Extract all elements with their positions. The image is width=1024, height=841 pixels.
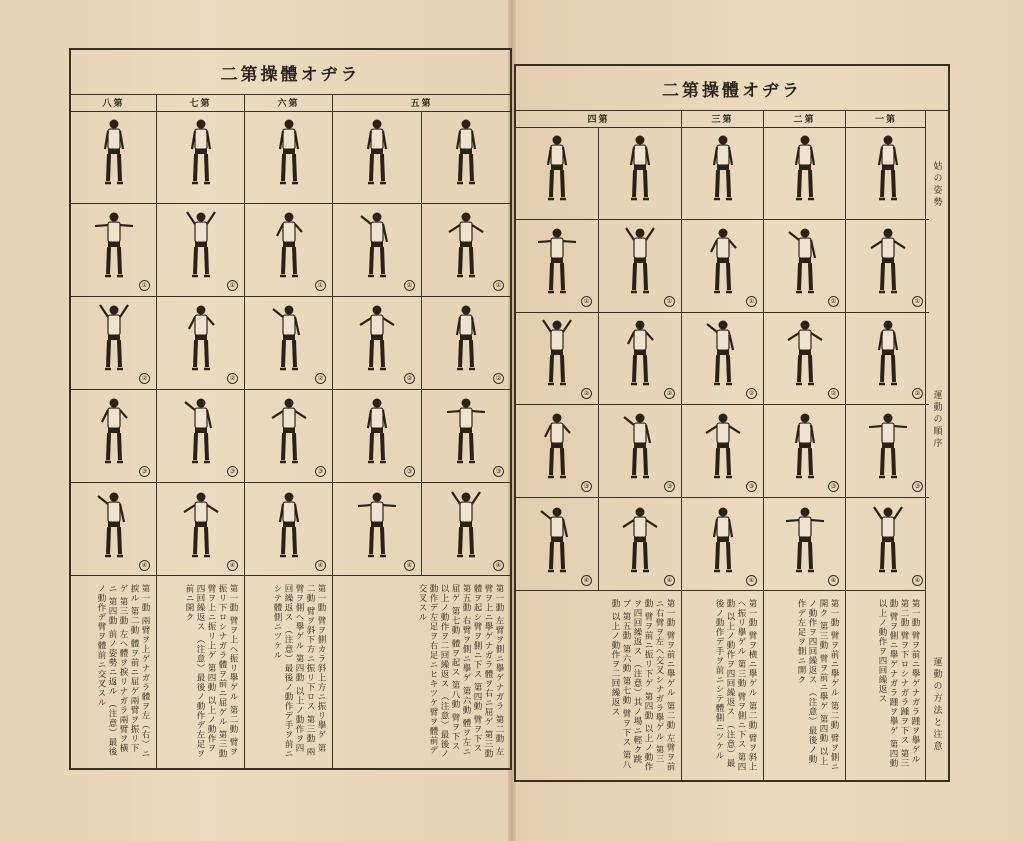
- step-number-mark: ②: [746, 388, 757, 399]
- left-figure-cell: [157, 483, 245, 576]
- header-exercise-6: 六第: [245, 94, 333, 111]
- description-exercise-1: 第一動 臂ヲ前ニ擧ゲナガラ踵ヲ擧ゲル 第二動 臂ヲ下ロシナガラ踵ヲ下ス 第三動 臂ヲ側ニ擧ゲナガラ踵ヲ擧ゲ 第四動 以上ノ動作ヲ四回繰返ス: [877, 599, 920, 768]
- step-number-mark: ④: [828, 575, 839, 586]
- exercise-figure-illustration: [269, 303, 309, 377]
- step-number-mark: ④: [493, 560, 504, 571]
- step-number-mark: ②: [315, 373, 326, 384]
- header-exercise-7: 七第: [157, 94, 245, 111]
- exercise-figure-illustration: [703, 505, 743, 579]
- left-figure-cell: [71, 390, 157, 483]
- right-figure-cell: [682, 313, 764, 406]
- exercise-figure-illustration: [620, 133, 660, 207]
- right-figure-cell: [846, 313, 929, 406]
- exercise-figure-illustration: [537, 505, 577, 579]
- step-number-mark: ②: [828, 388, 839, 399]
- exercise-figure-illustration: [357, 303, 397, 377]
- exercise-figure-illustration: [269, 117, 309, 191]
- description-exercise-4: 第一動 臂ヲ前ニ擧ゲル 第二動 左臂ヲ前ニ右臂ヲ左ヘ交叉シナガラ擧ゲル 第三動 臂ヲ前ニ振リ下ゲ 第四動 以上ノ動作ヲ四回繰返ス （注意）其ノ場ニ輕ク跳ブ 第五動 第六動 第七動 臂ヲ下ス 第八動 以上ノ動作ヲ二回繰返ス: [610, 599, 675, 772]
- step-number-mark: ③: [227, 466, 238, 477]
- left-figure-cell: [422, 204, 510, 297]
- right-figure-cell: [846, 220, 929, 313]
- step-number-mark: ③: [828, 481, 839, 492]
- left-figure-cell: [71, 297, 157, 390]
- step-number-mark: ③: [493, 466, 504, 477]
- left-figure-cell: [422, 483, 510, 576]
- right-figure-cell: [516, 405, 599, 498]
- right-figure-cell: [846, 498, 929, 591]
- left-figure-cell: [245, 483, 333, 576]
- right-figure-cell: [516, 313, 599, 406]
- step-number-mark: ②: [139, 373, 150, 384]
- exercise-figure-illustration: [181, 303, 221, 377]
- step-number-mark: ③: [912, 481, 923, 492]
- right-header-row: [516, 110, 926, 128]
- exercise-figure-illustration: [537, 133, 577, 207]
- step-number-mark: ②: [404, 373, 415, 384]
- left-figure-grid: [71, 111, 510, 576]
- side-label-method: 運動の方法と注意: [931, 657, 942, 753]
- exercise-figure-illustration: [868, 411, 908, 485]
- description-exercise-8: 第一動 兩臂ヲ上ゲナガラ體ヲ左（右）ニ捩ル 第二動 體ヲ前ニ屈ゲ兩臂ヲ振リ下ゲ 第三動 左ヘ體ヲ捩リナガラ兩臂ヲ横ニ 第四動 前ノ姿勢ニ返ル （注意）最後ノ動作デ臂ヲ體前ニ交叉スル: [96, 584, 150, 759]
- right-figure-cell: [846, 405, 929, 498]
- step-number-mark: ①: [493, 280, 504, 291]
- left-page-title: 二第操體オヂラ: [71, 50, 510, 95]
- step-number-mark: ④: [746, 575, 757, 586]
- step-number-mark: ④: [581, 575, 592, 586]
- left-figure-cell: [245, 297, 333, 390]
- exercise-figure-illustration: [94, 396, 134, 470]
- right-figure-cell: [846, 127, 929, 220]
- right-figure-cell: [599, 127, 682, 220]
- exercise-figure-illustration: [357, 117, 397, 191]
- exercise-figure-illustration: [446, 210, 486, 284]
- header-exercise-3: 三第: [682, 110, 764, 127]
- left-figure-cell: [333, 483, 422, 576]
- exercise-figure-illustration: [181, 117, 221, 191]
- step-number-mark: ③: [315, 466, 326, 477]
- left-figure-cell: [71, 111, 157, 204]
- right-exercise-chart: [514, 64, 950, 782]
- step-number-mark: ④: [912, 575, 923, 586]
- exercise-figure-illustration: [357, 210, 397, 284]
- header-exercise-1: 一第: [874, 115, 897, 125]
- right-side-column: [925, 110, 948, 780]
- side-label-start-posture: 姑の姿勢: [931, 161, 942, 209]
- right-figure-cell: [599, 220, 682, 313]
- step-number-mark: ①: [912, 296, 923, 307]
- step-number-mark: ②: [227, 373, 238, 384]
- exercise-figure-illustration: [785, 133, 825, 207]
- exercise-figure-illustration: [703, 319, 743, 393]
- left-figure-cell: [333, 111, 422, 204]
- left-figure-cell: [71, 483, 157, 576]
- left-figure-cell: [157, 204, 245, 297]
- description-exercise-5: 第一動 左臂ヲ側ニ擧ゲナガラ 第二動 左臂ヲ上ニ擧ゲナガラ體ヲ右ニ屈ゲ 第三動 體ヲ起シ臂ヲ側ニ下ス 第四動 臂ヲ下ス 第五動 右臂ヲ側ニ擧ゲ 第六動 體ヲ左ニ屈ゲ 第七動 體ヲ起ス 第八動 臂ヲ下ス 以上ノ動作ヲ二回繰返ス （注意）最後ノ動作デ左足ヲ右足ニヒキツケ臂ヲ體前デ交叉スル: [417, 584, 504, 759]
- exercise-figure-illustration: [94, 490, 134, 564]
- step-number-mark: ①: [404, 280, 415, 291]
- exercise-figure-illustration: [868, 319, 908, 393]
- exercise-figure-illustration: [620, 319, 660, 393]
- description-exercise-3: 第一動 臂ヲ横ニ擧ゲル 第二動 臂ヲ斜上ヘ振リ擧ゲル 第三動 臂ヲ側ニ下ス 第四動 以上ノ動作ヲ四回繰返ス （注意）最後ノ動作デ手ヲ前ニシテ體側ニツケル: [714, 599, 757, 772]
- exercise-figure-illustration: [94, 303, 134, 377]
- exercise-figure-illustration: [703, 226, 743, 300]
- exercise-figure-illustration: [868, 133, 908, 207]
- exercise-figure-illustration: [446, 117, 486, 191]
- right-figure-grid: [516, 127, 926, 591]
- right-figure-cell: [764, 127, 846, 220]
- left-figure-cell: [157, 297, 245, 390]
- exercise-figure-illustration: [446, 303, 486, 377]
- side-label-order: 運動の順序: [931, 390, 942, 450]
- exercise-figure-illustration: [269, 490, 309, 564]
- exercise-figure-illustration: [785, 411, 825, 485]
- step-number-mark: ④: [664, 575, 675, 586]
- exercise-figure-illustration: [181, 210, 221, 284]
- exercise-figure-illustration: [181, 396, 221, 470]
- exercise-figure-illustration: [446, 490, 486, 564]
- step-number-mark: ①: [664, 296, 675, 307]
- step-number-mark: ③: [581, 481, 592, 492]
- step-number-mark: ③: [404, 466, 415, 477]
- step-number-mark: ①: [315, 280, 326, 291]
- left-figure-cell: [333, 204, 422, 297]
- step-number-mark: ②: [664, 388, 675, 399]
- exercise-figure-illustration: [94, 117, 134, 191]
- right-figure-cell: [764, 498, 846, 591]
- exercise-figure-illustration: [269, 396, 309, 470]
- exercise-figure-illustration: [537, 319, 577, 393]
- left-figure-cell: [245, 111, 333, 204]
- exercise-figure-illustration: [785, 319, 825, 393]
- exercise-figure-illustration: [537, 411, 577, 485]
- right-figure-cell: [516, 127, 599, 220]
- step-number-mark: ④: [404, 560, 415, 571]
- exercise-figure-illustration: [357, 490, 397, 564]
- step-number-mark: ②: [493, 373, 504, 384]
- header-exercise-2: 二第: [764, 110, 846, 127]
- right-figure-cell: [682, 127, 764, 220]
- header-exercise-8: 八第: [71, 94, 157, 111]
- left-figure-cell: [245, 390, 333, 483]
- right-figure-cell: [599, 405, 682, 498]
- header-exercise-4: 四第: [516, 110, 682, 127]
- right-page-title: 二第操體オヂラ: [516, 66, 948, 111]
- step-number-mark: ③: [664, 481, 675, 492]
- header-exercise-5: 五第: [410, 99, 433, 109]
- step-number-mark: ④: [139, 560, 150, 571]
- left-figure-cell: [245, 204, 333, 297]
- step-number-mark: ②: [912, 388, 923, 399]
- exercise-figure-illustration: [94, 210, 134, 284]
- exercise-figure-illustration: [537, 226, 577, 300]
- left-exercise-chart: [69, 48, 512, 770]
- right-figure-cell: [516, 498, 599, 591]
- step-number-mark: ①: [828, 296, 839, 307]
- step-number-mark: ③: [139, 466, 150, 477]
- step-number-mark: ③: [746, 481, 757, 492]
- right-figure-cell: [599, 313, 682, 406]
- exercise-figure-illustration: [868, 505, 908, 579]
- left-description-row: [71, 575, 510, 768]
- step-number-mark: ①: [581, 296, 592, 307]
- exercise-figure-illustration: [357, 396, 397, 470]
- step-number-mark: ④: [315, 560, 326, 571]
- left-header-row: [71, 94, 510, 112]
- description-exercise-7: 第一動 臂ヲ上ヘ振リ擧ゲル 第二動 臂ヲ振リ下ロシナガラ體ヲ前ニ屈ゲル 第三動 臂ヲ上ニ振リ上ゲ 第四動 以上ノ動作ヲ四回繰返ス （注意）最後ノ動作デ左足ヲ前ニ開ク: [184, 584, 238, 759]
- step-number-mark: ①: [227, 280, 238, 291]
- exercise-figure-illustration: [620, 226, 660, 300]
- right-figure-cell: [764, 313, 846, 406]
- left-figure-cell: [157, 390, 245, 483]
- right-figure-cell: [682, 405, 764, 498]
- exercise-figure-illustration: [785, 226, 825, 300]
- left-figure-cell: [422, 111, 510, 204]
- exercise-figure-illustration: [868, 226, 908, 300]
- right-figure-cell: [764, 405, 846, 498]
- exercise-figure-illustration: [446, 396, 486, 470]
- exercise-figure-illustration: [703, 133, 743, 207]
- description-exercise-6: 第一動 臂ヲ側カラ斜上方ニ振リ擧ゲ 第二動 臂ヲ斜下方ニ振リ下ロス 第三動 兩臂ヲ側ヘ擧ゲル 第四動 以上ノ動作ヲ四回繰返ス （注意）最後ノ動作デ手ヲ前ニシテ體側ニツケル: [272, 584, 326, 759]
- exercise-figure-illustration: [785, 505, 825, 579]
- exercise-figure-illustration: [620, 411, 660, 485]
- left-figure-cell: [157, 111, 245, 204]
- description-exercise-2: 第一動 臂ヲ前ニ擧ゲル 第二動 臂ヲ側ニ開ク 第三動 臂ヲ前ニ擧ゲ 第四動 以上ノ動作ヲ四回繰返ス （注意）最後ノ動作デ左足ヲ側ニ開ク: [796, 599, 839, 772]
- right-description-row: [516, 590, 926, 780]
- left-figure-cell: [422, 297, 510, 390]
- left-figure-cell: [333, 390, 422, 483]
- left-figure-cell: [422, 390, 510, 483]
- exercise-figure-illustration: [703, 411, 743, 485]
- step-number-mark: ①: [746, 296, 757, 307]
- step-number-mark: ②: [581, 388, 592, 399]
- right-figure-cell: [682, 220, 764, 313]
- exercise-figure-illustration: [269, 210, 309, 284]
- right-figure-cell: [516, 220, 599, 313]
- left-figure-cell: [71, 204, 157, 297]
- exercise-figure-illustration: [181, 490, 221, 564]
- left-figure-cell: [333, 297, 422, 390]
- right-figure-cell: [764, 220, 846, 313]
- right-figure-cell: [599, 498, 682, 591]
- step-number-mark: ④: [227, 560, 238, 571]
- right-figure-cell: [682, 498, 764, 591]
- step-number-mark: ①: [139, 280, 150, 291]
- exercise-figure-illustration: [620, 505, 660, 579]
